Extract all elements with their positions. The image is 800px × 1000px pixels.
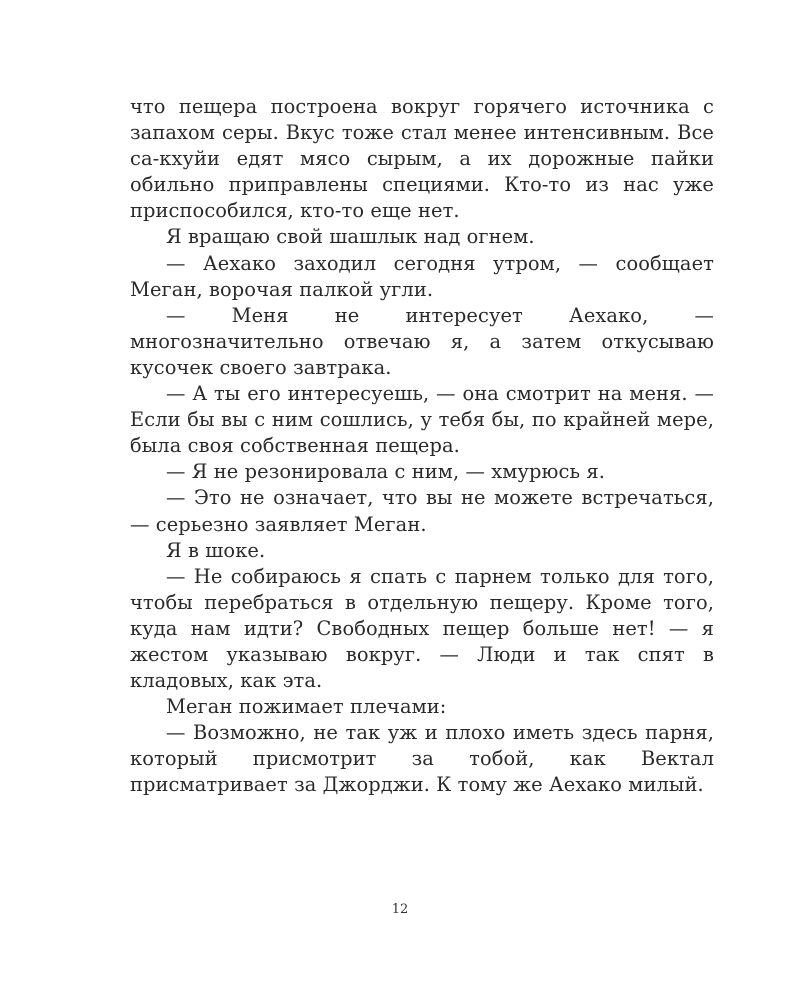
paragraph-3: — Аехако заходил сегодня утром, — сообщает Меган, ворочая палкой угли. (130, 251, 714, 301)
paragraph-5: — А ты его интересуешь, — она смотрит на меня. — Если бы вы с ним сошлись, у тебя бы, по крайней мере, была своя собственная пещера. (130, 382, 714, 458)
paragraph-8: Я в шоке. (166, 538, 266, 562)
paragraph-6: — Я не резонировала с ним, — хмурюсь я. (166, 460, 605, 484)
book-page-body (130, 94, 714, 799)
page-number: 12 (391, 902, 409, 917)
paragraph-2: Я вращаю свой шашлык над огнем. (166, 225, 535, 249)
paragraph-4: — Меня не интересует Аехако, — многозначительно отвечаю я, а затем откусываю кусочек своего завтрака. (130, 303, 714, 379)
paragraph-9: — Не собираюсь я спать с парнем только для того, чтобы перебраться в отдельную пещеру. Кроме того, куда нам идти? Свободных пещер больше нет! — я жестом указываю вокруг. — Люди и так спят в кладовых, как эта. (130, 564, 714, 693)
paragraph-11: — Возможно, не так уж и плохо иметь здесь парня, который присмотрит за тобой, как Вектал присматривает за Джорджи. К тому же Аехако милый. (130, 721, 714, 797)
paragraph-10: Меган пожимает плечами: (166, 695, 447, 719)
paragraph-7: — Это не означает, что вы не можете встречаться, — серьезно заявляет Меган. (130, 486, 714, 536)
paragraph-1: что пещера построена вокруг горячего источника с запахом серы. Вкус тоже стал менее интенсивным. Все са-кхуйи едят мясо сырым, а их дорожные пайки обильно приправлены специями. Кто-то из нас уже приспособился, кто-то еще нет. (130, 95, 714, 223)
